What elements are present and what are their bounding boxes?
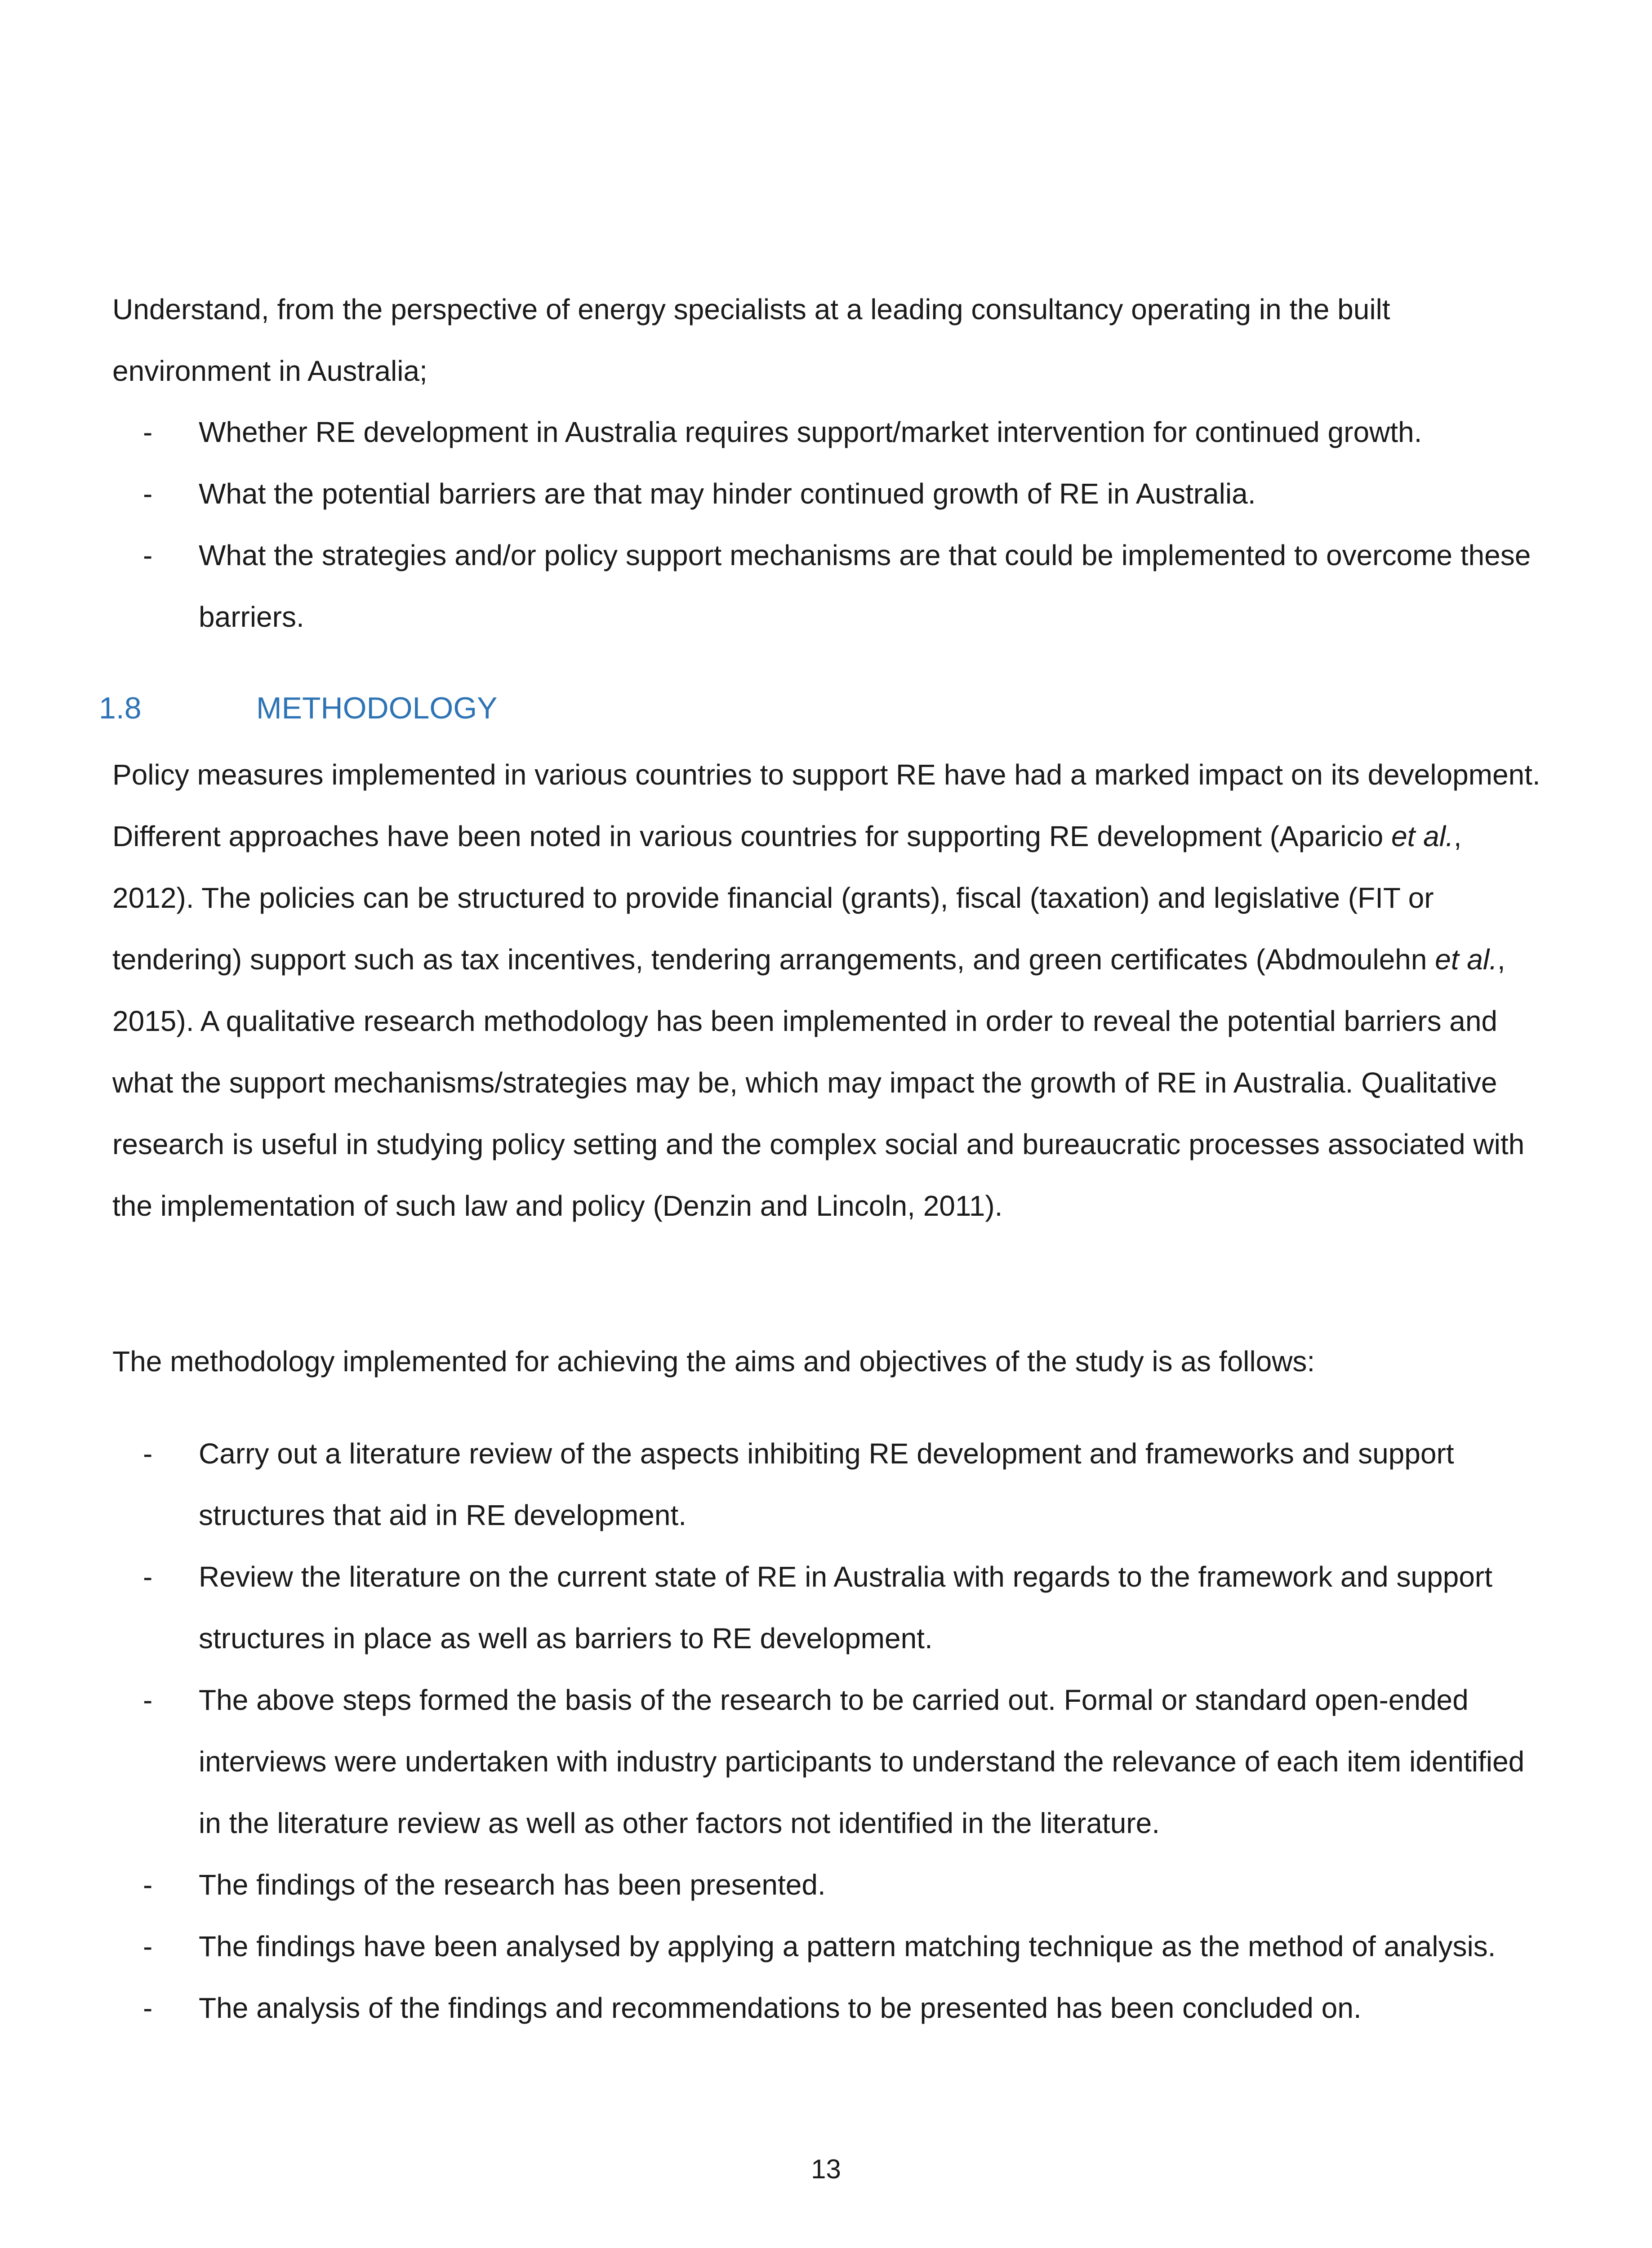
list-item-text: The above steps formed the basis of the research to be carried out. Formal or standard open-ended interviews were undertaken with industry participants to understand the relevance of each item identified in the literature review as well as other factors not identified in the literature.: [199, 1684, 1525, 1839]
list-item: [112, 525, 1551, 648]
steps-intro: The methodology implemented for achieving the aims and objectives of the study is as follows:: [112, 1345, 1315, 1378]
citation-et-al: et al.: [1391, 820, 1454, 852]
list-item-text: The findings have been analysed by applying a pattern matching technique as the method of analysis.: [199, 1930, 1496, 1963]
list-item-text: Review the literature on the current state of RE in Australia with regards to the framework and support structures in place as well as barriers to RE development.: [199, 1561, 1492, 1655]
paragraph-text: , 2015). A qualitative research methodology has been implemented in order to reveal the potential barriers and what the support mechanisms/strategies may be, which may impact the growth of RE in Australia. Qualitative research is useful in studying policy setting and the complex social and bureaucratic processes associated with the implementation of such law and policy (Denzin and Lincoln, 2011).: [112, 943, 1525, 1222]
section-heading: [99, 683, 498, 733]
intro-paragraph: Understand, from the perspective of energy specialists at a leading consultancy operating in the built environment in Australia;: [112, 293, 1390, 387]
bullet-dash: -: [143, 1684, 153, 1716]
list-item-text: What the strategies and/or policy support mechanisms are that could be implemented to overcome these barriers.: [199, 539, 1531, 633]
list-item: [112, 463, 1551, 525]
section-number: 1.8: [99, 691, 142, 725]
list-item-text: Carry out a literature review of the aspects inhibiting RE development and frameworks and support structures that aid in RE development.: [199, 1437, 1454, 1531]
list-item: [112, 401, 1551, 463]
citation-et-al: et al.: [1435, 943, 1497, 976]
methodology-paragraph: [112, 744, 1551, 1237]
list-item-text: What the potential barriers are that may hinder continued growth of RE in Australia.: [199, 477, 1256, 510]
objectives-list: [112, 401, 1551, 648]
page-number: 13: [811, 2154, 841, 2184]
list-item: [112, 1916, 1551, 1977]
list-item: [112, 1546, 1551, 1669]
bullet-dash: -: [143, 1437, 153, 1470]
list-item-text: The analysis of the findings and recommendations to be presented has been concluded on.: [199, 1992, 1362, 2024]
methodology-steps-list: [112, 1423, 1551, 2039]
list-item: [112, 1854, 1551, 1916]
bullet-dash: -: [143, 1869, 153, 1901]
section-title: METHODOLOGY: [256, 691, 498, 725]
bullet-dash: -: [143, 1561, 153, 1593]
list-item: [112, 1423, 1551, 1546]
list-item-text: Whether RE development in Australia requires support/market intervention for continued growth.: [199, 416, 1422, 448]
paragraph-text: , 2012). The policies can be structured to provide financial (grants), fiscal (taxation) and legislative (FIT or tendering) support such as tax incentives, tendering arrangements, and green certificates (Abdmoulehn: [112, 820, 1462, 976]
bullet-dash: -: [143, 539, 153, 571]
list-item: [112, 1977, 1551, 2039]
bullet-dash: -: [143, 416, 153, 448]
list-item-text: The findings of the research has been presented.: [199, 1869, 826, 1901]
bullet-dash: -: [143, 1992, 153, 2024]
bullet-dash: -: [143, 1930, 153, 1963]
bullet-dash: -: [143, 477, 153, 510]
paragraph-text: Policy measures implemented in various countries to support RE have had a marked impact on its development. Different approaches have been noted in various countries for supporting RE development (Aparicio: [112, 758, 1541, 852]
list-item: [112, 1669, 1551, 1854]
